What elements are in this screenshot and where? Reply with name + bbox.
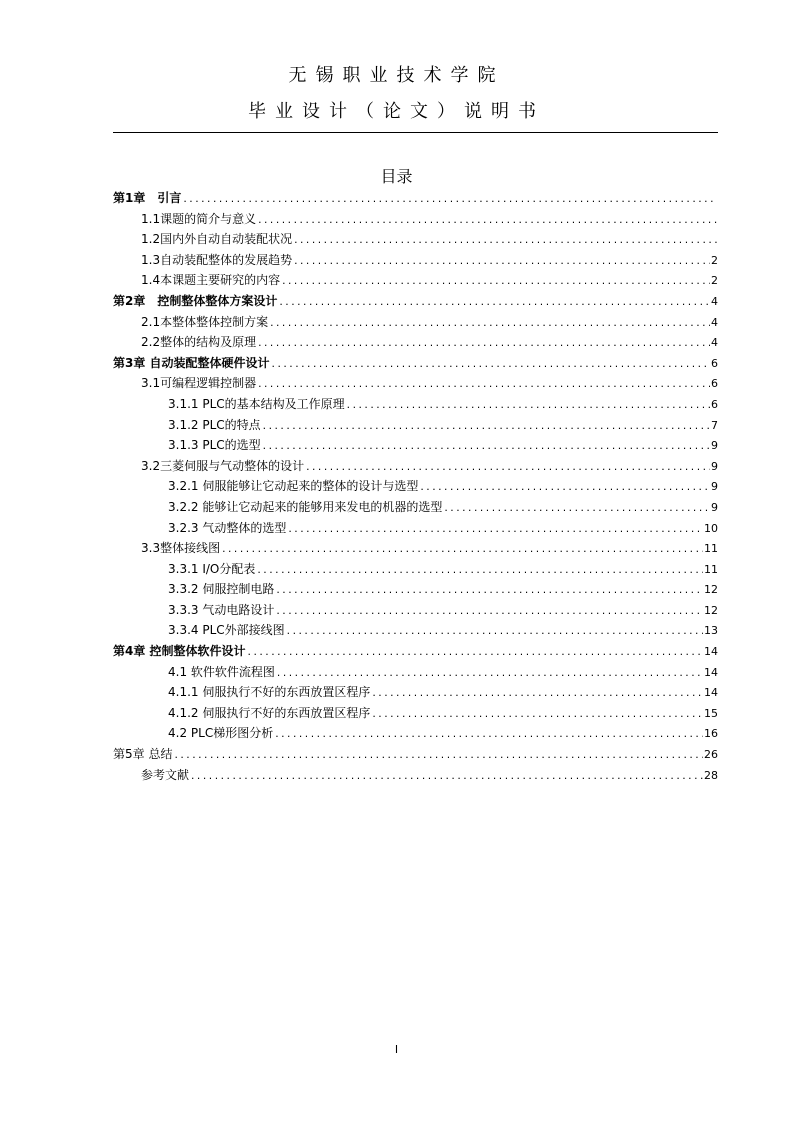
toc-entry-label: 3.3.1 I/O分配表 [168, 561, 256, 576]
toc-entry-page: 9 [711, 480, 718, 494]
toc-dot-leader [286, 622, 703, 643]
toc-entry-label: 参考文献 [141, 767, 190, 782]
toc-entry-page: 6 [711, 397, 718, 411]
toc-entry-label: 4.1.2 伺服执行不好的东西放置区程序 [168, 705, 371, 720]
toc-entry-label: 第3章 自动装配整体硬件设计 [113, 355, 270, 370]
toc-entry-label: 4.1 软件软件流程图 [168, 664, 275, 679]
toc-entry-page: 14 [704, 645, 718, 659]
toc-entry[interactable] [113, 703, 718, 724]
toc-entry[interactable] [113, 682, 718, 703]
toc-entry-page: 16 [704, 727, 718, 741]
toc-entry[interactable] [113, 600, 718, 621]
page-number: I [394, 1043, 399, 1056]
toc-entry-page: 12 [704, 603, 718, 617]
toc-entry-page: 4 [711, 315, 718, 329]
toc-entry-page: 10 [704, 521, 718, 535]
toc-dot-leader [419, 478, 710, 499]
table-of-contents [113, 188, 718, 785]
toc-entry-label: 第4章 控制整体软件设计 [113, 644, 246, 659]
toc-dot-leader [256, 561, 703, 582]
toc-dot-leader [269, 314, 710, 335]
toc-entry[interactable] [113, 229, 718, 250]
toc-entry-page: 26 [704, 748, 718, 762]
toc-entry[interactable] [113, 373, 718, 394]
toc-entry-page: 4 [711, 294, 718, 308]
toc-entry-page: 11 [704, 562, 718, 576]
toc-entry[interactable] [113, 188, 718, 209]
toc-entry-label: 2.2整体的结构及原理 [141, 335, 257, 350]
toc-entry[interactable] [113, 744, 718, 765]
toc-dot-leader [173, 746, 703, 767]
toc-entry-label: 第1章 引言 [113, 191, 182, 205]
toc-entry[interactable] [113, 765, 718, 786]
toc-dot-leader [305, 458, 710, 479]
toc-entry-page: 2 [711, 274, 718, 288]
toc-dot-leader [371, 684, 703, 705]
toc-dot-leader [275, 602, 703, 623]
toc-dot-leader [257, 211, 717, 232]
toc-entry-page: 12 [704, 583, 718, 597]
toc-entry-label: 1.4本课题主要研究的内容 [141, 273, 281, 288]
toc-dot-leader [257, 334, 710, 355]
toc-entry[interactable] [113, 518, 718, 539]
toc-entry-label: 第5章 总结 [113, 747, 173, 762]
toc-entry[interactable] [113, 476, 718, 497]
toc-entry[interactable] [113, 641, 718, 662]
toc-entry[interactable] [113, 559, 718, 580]
toc-entry-page: 13 [704, 624, 718, 638]
toc-entry-label: 3.3.3 气动电路设计 [168, 602, 275, 617]
toc-dot-leader [271, 355, 710, 376]
toc-entry-label: 3.1.1 PLC的基本结构及工作原理 [168, 396, 345, 411]
toc-entry[interactable] [113, 332, 718, 353]
toc-entry-label: 3.1.3 PLC的选型 [168, 438, 261, 453]
toc-title: 目录 [380, 167, 413, 186]
institution-name: 无锡职业技术学院 [288, 65, 505, 86]
toc-entry-label: 3.2.3 气动整体的选型 [168, 520, 287, 535]
toc-entry-label: 3.3.2 伺服控制电路 [168, 582, 275, 597]
toc-dot-leader [262, 417, 710, 438]
toc-entry[interactable] [113, 579, 718, 600]
toc-entry-label: 4.2 PLC梯形图分析 [168, 726, 274, 741]
toc-entry-page: 9 [711, 500, 718, 514]
toc-entry-page: 28 [704, 768, 718, 782]
toc-dot-leader [278, 293, 710, 314]
toc-entry[interactable] [113, 456, 718, 477]
toc-entry[interactable] [113, 662, 718, 683]
toc-entry-label: 3.3整体接线图 [141, 541, 221, 556]
toc-entry[interactable] [113, 353, 718, 374]
toc-dot-leader [257, 375, 710, 396]
toc-entry-page: 9 [711, 439, 718, 453]
toc-dot-leader [182, 190, 717, 211]
toc-entry[interactable] [113, 497, 718, 518]
toc-entry[interactable] [113, 538, 718, 559]
toc-entry[interactable] [113, 291, 718, 312]
toc-dot-leader [274, 725, 703, 746]
toc-entry-page: 14 [704, 665, 718, 679]
toc-entry-page: 6 [711, 377, 718, 391]
toc-entry-label: 第2章 控制整体整体方案设计 [113, 293, 278, 308]
toc-dot-leader [275, 581, 703, 602]
toc-entry-page: 11 [704, 542, 718, 556]
toc-entry[interactable] [113, 415, 718, 436]
toc-entry-page: 2 [711, 253, 718, 267]
toc-entry[interactable] [113, 620, 718, 641]
toc-entry-label: 2.1本整体整体控制方案 [141, 314, 269, 329]
toc-dot-leader [262, 437, 710, 458]
toc-dot-leader [443, 499, 710, 520]
header-divider [113, 132, 718, 133]
toc-entry-page: 6 [711, 356, 718, 370]
toc-dot-leader [371, 705, 703, 726]
toc-entry-page: 4 [711, 336, 718, 350]
toc-dot-leader [190, 767, 703, 788]
toc-dot-leader [287, 520, 703, 541]
toc-dot-leader [281, 272, 710, 293]
toc-entry-label: 3.2.1 伺服能够让它动起来的整体的设计与选型 [168, 479, 419, 494]
toc-dot-leader [293, 252, 710, 273]
toc-entry-page: 9 [711, 459, 718, 473]
toc-entry-label: 1.1课题的简介与意义 [141, 211, 257, 226]
toc-dot-leader [293, 231, 717, 252]
toc-entry-page: 7 [711, 418, 718, 432]
toc-entry[interactable] [113, 270, 718, 291]
toc-dot-leader [276, 664, 703, 685]
toc-entry-label: 3.1可编程逻辑控制器 [141, 376, 257, 391]
toc-entry-page: 14 [704, 686, 718, 700]
toc-entry-label: 4.1.1 伺服执行不好的东西放置区程序 [168, 685, 371, 700]
toc-entry[interactable] [113, 723, 718, 744]
toc-entry-label: 1.2国内外自动自动装配状况 [141, 232, 293, 247]
toc-entry-page: 15 [704, 706, 718, 720]
toc-dot-leader [247, 643, 703, 664]
toc-entry-label: 1.3自动装配整体的发展趋势 [141, 252, 293, 267]
toc-entry[interactable] [113, 394, 718, 415]
toc-dot-leader [346, 396, 710, 417]
toc-entry[interactable] [113, 312, 718, 333]
toc-entry[interactable] [113, 435, 718, 456]
toc-entry-label: 3.2三菱伺服与气动整体的设计 [141, 458, 305, 473]
document-type-title: 毕业设计（论文）说明书 [248, 101, 545, 122]
toc-entry[interactable] [113, 209, 718, 230]
toc-entry-label: 3.3.4 PLC外部接线图 [168, 623, 285, 638]
toc-entry[interactable] [113, 250, 718, 271]
toc-entry-label: 3.1.2 PLC的特点 [168, 417, 261, 432]
toc-dot-leader [221, 540, 703, 561]
toc-entry-label: 3.2.2 能够让它动起来的能够用来发电的机器的选型 [168, 499, 443, 514]
